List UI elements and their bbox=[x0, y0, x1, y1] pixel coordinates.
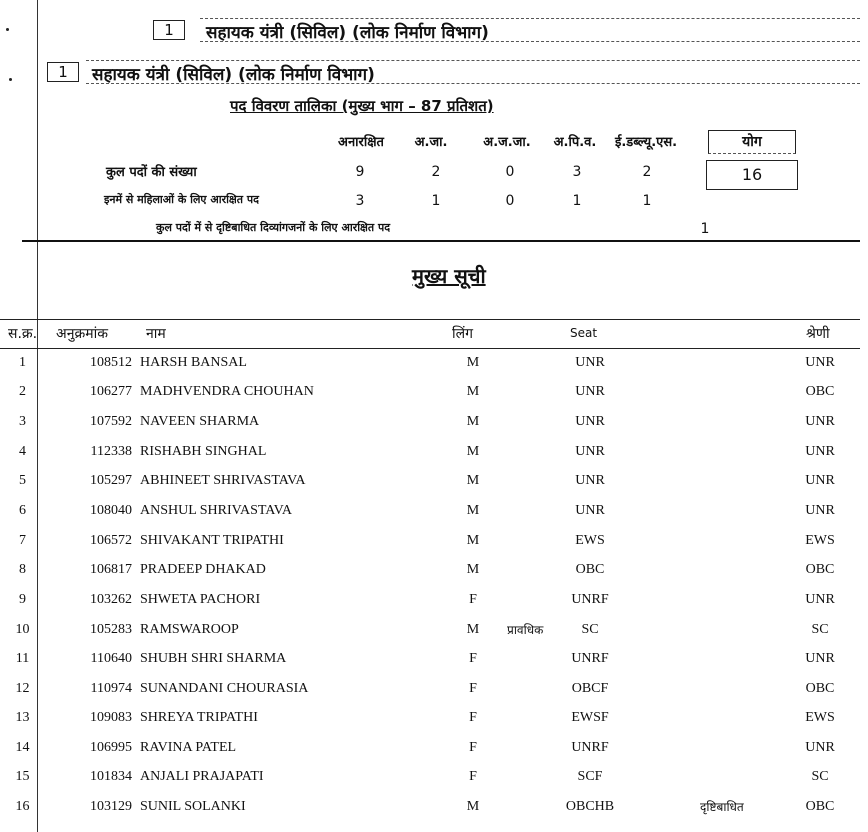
summary-value: 1 bbox=[572, 193, 582, 209]
summary-col-header: अ.पि.व. bbox=[553, 135, 597, 150]
cell-gender: M bbox=[466, 503, 480, 518]
table-row bbox=[0, 679, 868, 709]
cell-sn: 7 bbox=[19, 533, 26, 548]
cell-seat: UNRF bbox=[571, 651, 609, 666]
cell-category: UNR bbox=[805, 592, 835, 607]
table-row bbox=[0, 708, 868, 738]
cell-name: SHUBH SHRI SHARMA bbox=[140, 651, 287, 666]
post-title: सहायक यंत्री (सिविल) (लोक निर्माण विभाग) bbox=[92, 65, 375, 85]
scan-mark bbox=[6, 28, 9, 31]
summary-col-header: अ.ज.जा. bbox=[483, 135, 531, 150]
cell-sn: 8 bbox=[19, 562, 26, 577]
summary-value: 2 bbox=[642, 164, 652, 180]
cell-seat: UNR bbox=[575, 473, 605, 488]
cell-category: OBC bbox=[805, 384, 835, 399]
cell-seat: UNR bbox=[575, 503, 605, 518]
post-number: 1 bbox=[164, 21, 174, 39]
summary-value: 3 bbox=[572, 164, 582, 180]
cell-seat: EWS bbox=[575, 533, 605, 548]
post-number-box bbox=[47, 62, 79, 82]
summary-row-label: कुल पदों की संख्या bbox=[106, 165, 197, 180]
table-row bbox=[0, 797, 868, 827]
cell-category: OBC bbox=[805, 562, 835, 577]
cell-seat: UNRF bbox=[571, 592, 609, 607]
table-row bbox=[0, 560, 868, 590]
table-row bbox=[0, 442, 868, 472]
cell-sn: 5 bbox=[19, 473, 26, 488]
cell-roll: 110974 bbox=[90, 681, 132, 696]
cell-gender: F bbox=[469, 592, 477, 607]
cell-roll: 108512 bbox=[90, 355, 132, 370]
cell-gender: M bbox=[466, 444, 480, 459]
cell-name: ANSHUL SHRIVASTAVA bbox=[140, 503, 293, 518]
cell-gender: F bbox=[469, 710, 477, 725]
table-row bbox=[0, 649, 868, 679]
cell-sn: 14 bbox=[15, 740, 30, 755]
cell-sn: 12 bbox=[15, 681, 30, 696]
total-value-box: 16 bbox=[706, 160, 798, 190]
cell-name: MADHVENDRA CHOUHAN bbox=[140, 384, 314, 399]
summary-col-header: ई.डब्ल्यू.एस. bbox=[614, 135, 678, 150]
summary-value: 1 bbox=[431, 193, 441, 209]
cell-sn: 10 bbox=[15, 622, 30, 637]
cell-gender: F bbox=[469, 740, 477, 755]
cell-gender: M bbox=[466, 384, 480, 399]
post-number: 1 bbox=[58, 63, 68, 81]
cell-name: RAVINA PATEL bbox=[140, 740, 237, 755]
cell-seat: OBCHB bbox=[565, 799, 615, 814]
summary-col-header: अ.जा. bbox=[414, 135, 448, 150]
cell-name: SUNANDANI CHOURASIA bbox=[140, 681, 309, 696]
cell-gender: M bbox=[466, 533, 480, 548]
post-number-box bbox=[153, 20, 185, 40]
cell-gender: M bbox=[466, 799, 480, 814]
cell-sn: 4 bbox=[19, 444, 26, 459]
summary-heading: पद विवरण तालिका (मुख्य भाग – 87 प्रतिशत) bbox=[230, 97, 494, 115]
cell-category: SC bbox=[811, 622, 829, 637]
cell-sn: 1 bbox=[19, 355, 26, 370]
table-row bbox=[0, 738, 868, 768]
cell-name: PRADEEP DHAKAD bbox=[140, 562, 266, 577]
col-header-seat: Seat bbox=[570, 326, 598, 340]
cell-roll: 108040 bbox=[90, 503, 132, 518]
cell-roll: 107592 bbox=[90, 414, 132, 429]
cell-name: SHWETA PACHORI bbox=[140, 592, 261, 607]
cell-roll: 106817 bbox=[90, 562, 132, 577]
cell-name: SHREYA TRIPATHI bbox=[140, 710, 258, 725]
table-row bbox=[0, 382, 868, 412]
cell-category: OBC bbox=[805, 681, 835, 696]
table-row bbox=[0, 412, 868, 442]
table-row bbox=[0, 501, 868, 531]
cell-seat: OBCF bbox=[571, 681, 609, 696]
summary-value: 2 bbox=[431, 164, 441, 180]
cell-name: SHIVAKANT TRIPATHI bbox=[140, 533, 284, 548]
disabled-reserved-label: कुल पदों में से दृष्टिबाधित दिव्यांगजनों के लिए आरक्षित पद bbox=[156, 221, 391, 234]
cell-seat: EWSF bbox=[571, 710, 609, 725]
cell-gender: M bbox=[466, 562, 480, 577]
main-list-heading: मुख्य सूची bbox=[412, 264, 486, 288]
summary-col-header: अनारक्षित bbox=[338, 135, 384, 150]
summary-value: 0 bbox=[505, 193, 515, 209]
table-row bbox=[0, 531, 868, 561]
cell-gender: F bbox=[469, 651, 477, 666]
cell-seat: UNR bbox=[575, 355, 605, 370]
cell-category: UNR bbox=[805, 444, 835, 459]
total-header-box: योग bbox=[708, 130, 796, 154]
cell-seat: OBC bbox=[575, 562, 605, 577]
table-row bbox=[0, 471, 868, 501]
cell-note2: दृष्टिबाधित bbox=[700, 800, 744, 814]
cell-name: RAMSWAROOP bbox=[140, 622, 239, 637]
cell-sn: 11 bbox=[15, 651, 30, 666]
cell-seat: SCF bbox=[577, 769, 603, 784]
summary-value: 3 bbox=[355, 193, 365, 209]
cell-name: NAVEEN SHARMA bbox=[140, 414, 260, 429]
table-row bbox=[0, 620, 868, 650]
cell-category: UNR bbox=[805, 473, 835, 488]
cell-sn: 13 bbox=[15, 710, 30, 725]
cell-name: ABHINEET SHRIVASTAVA bbox=[140, 473, 306, 488]
cell-roll: 103262 bbox=[90, 592, 132, 607]
cell-category: UNR bbox=[805, 740, 835, 755]
cell-roll: 112338 bbox=[90, 444, 132, 459]
cell-seat: SC bbox=[581, 622, 599, 637]
cell-roll: 106995 bbox=[90, 740, 132, 755]
cell-sn: 9 bbox=[19, 592, 26, 607]
cell-roll: 101834 bbox=[90, 769, 132, 784]
cell-gender: F bbox=[469, 769, 477, 784]
cell-category: OBC bbox=[805, 799, 835, 814]
cell-gender: M bbox=[466, 414, 480, 429]
table-row bbox=[0, 353, 868, 383]
cell-gender: M bbox=[466, 355, 480, 370]
post-title: सहायक यंत्री (सिविल) (लोक निर्माण विभाग) bbox=[206, 23, 489, 43]
cell-gender: M bbox=[466, 622, 480, 637]
cell-seat: UNR bbox=[575, 414, 605, 429]
table-row bbox=[0, 767, 868, 797]
col-header-category: श्रेणी bbox=[806, 326, 830, 342]
cell-name: HARSH BANSAL bbox=[140, 355, 247, 370]
col-header-roll: अनुक्रमांक bbox=[56, 326, 108, 342]
cell-roll: 103129 bbox=[90, 799, 132, 814]
cell-roll: 110640 bbox=[90, 651, 132, 666]
summary-value: 9 bbox=[355, 164, 365, 180]
cell-roll: 106572 bbox=[90, 533, 132, 548]
scan-mark bbox=[9, 78, 12, 81]
cell-category: EWS bbox=[805, 533, 835, 548]
table-header-rule bbox=[0, 348, 860, 349]
cell-name: SUNIL SOLANKI bbox=[140, 799, 246, 814]
cell-gender: F bbox=[469, 681, 477, 696]
cell-category: SC bbox=[811, 769, 829, 784]
cell-category: UNR bbox=[805, 503, 835, 518]
cell-roll: 105283 bbox=[90, 622, 132, 637]
table-top-rule bbox=[0, 319, 860, 320]
col-header-gender: लिंग bbox=[452, 326, 473, 342]
cell-gender: M bbox=[466, 473, 480, 488]
cell-roll: 106277 bbox=[90, 384, 132, 399]
cell-roll: 109083 bbox=[90, 710, 132, 725]
cell-seat: UNR bbox=[575, 444, 605, 459]
cell-category: UNR bbox=[805, 414, 835, 429]
cell-name: RISHABH SINGHAL bbox=[140, 444, 267, 459]
cell-sn: 15 bbox=[15, 769, 30, 784]
cell-seat: UNR bbox=[575, 384, 605, 399]
table-row bbox=[0, 590, 868, 620]
cell-sn: 2 bbox=[19, 384, 26, 399]
cell-category: UNR bbox=[805, 355, 835, 370]
cell-seat: UNRF bbox=[571, 740, 609, 755]
cell-category: UNR bbox=[805, 651, 835, 666]
summary-value: 1 bbox=[642, 193, 652, 209]
cell-category: EWS bbox=[805, 710, 835, 725]
cell-roll: 105297 bbox=[90, 473, 132, 488]
col-header-name: नाम bbox=[146, 326, 166, 342]
cell-name: ANJALI PRAJAPATI bbox=[140, 769, 264, 784]
cell-sn: 3 bbox=[19, 414, 26, 429]
cell-sn: 6 bbox=[19, 503, 26, 518]
cell-note: प्रावधिक bbox=[507, 623, 544, 637]
summary-divider bbox=[22, 240, 860, 242]
summary-value: 0 bbox=[505, 164, 515, 180]
col-header-sn: स.क्र. bbox=[8, 326, 38, 342]
cell-sn: 16 bbox=[15, 799, 30, 814]
summary-row-label: इनमें से महिलाओं के लिए आरक्षित पद bbox=[104, 193, 259, 206]
disabled-reserved-value: 1 bbox=[700, 221, 710, 237]
